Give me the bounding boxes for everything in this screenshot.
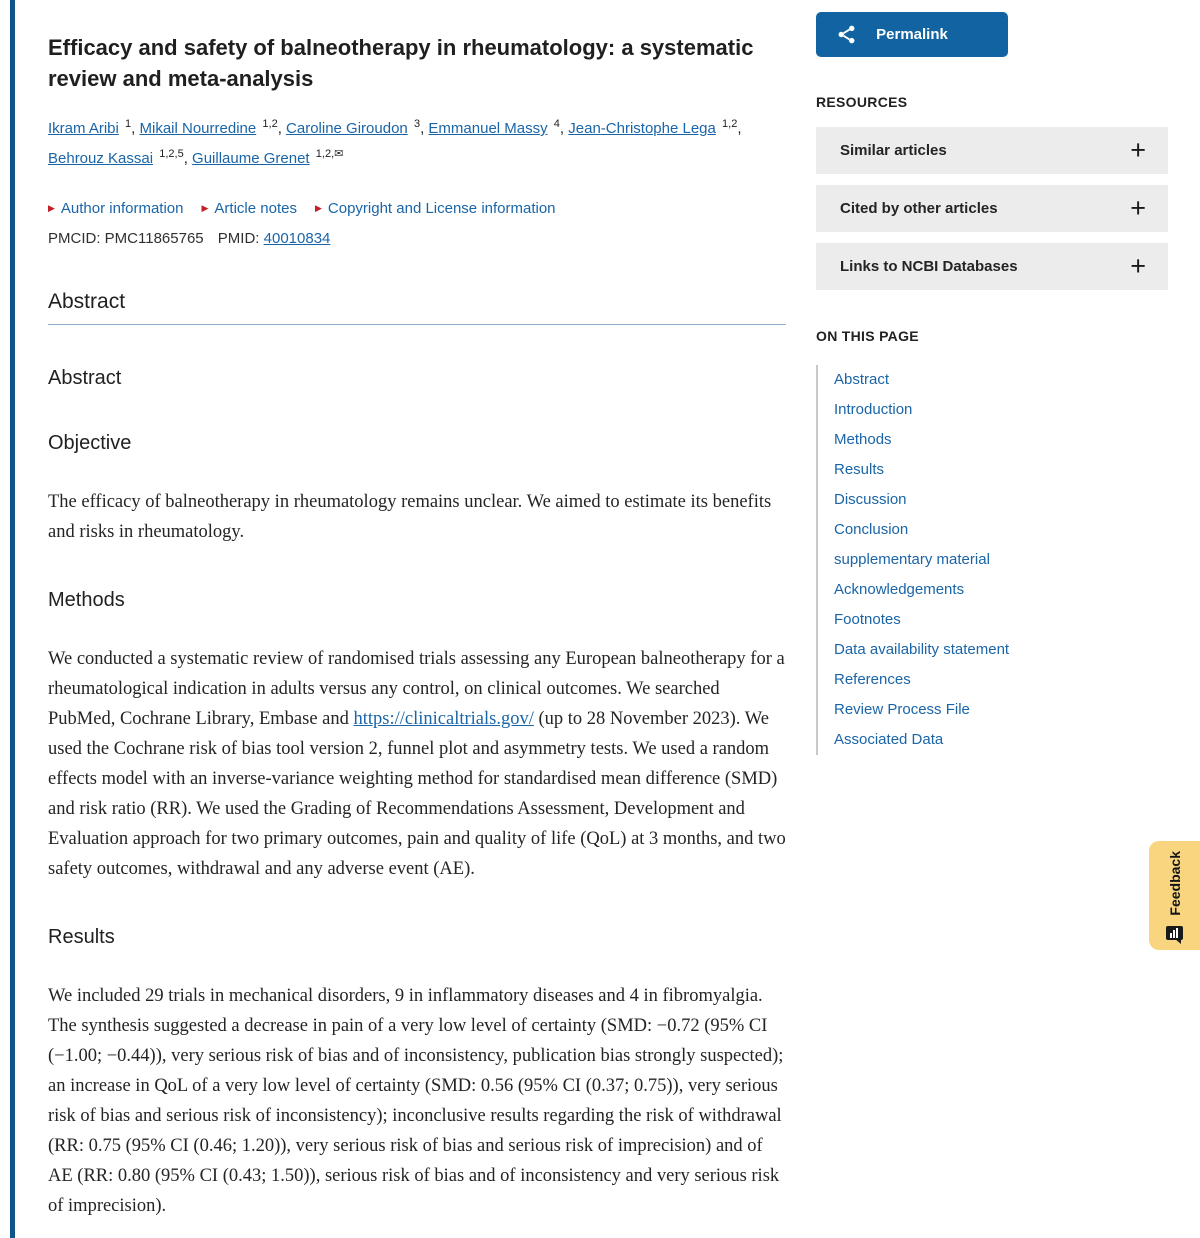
author-link[interactable]: Emmanuel Massy — [428, 120, 548, 137]
methods-paragraph — [48, 644, 786, 884]
nav-item — [834, 425, 1168, 455]
objective-heading: Objective — [48, 432, 132, 454]
nav-link-supplementary-material[interactable]: supplementary material — [834, 551, 990, 568]
author-link[interactable]: Behrouz Kassai — [48, 150, 154, 167]
methods-text-after-link: (up to 28 November 2023). We used the Cochrane risk of bias tool version 2, funnel plot and asymmetry tests. We used a random effects model with an inverse-variance weighting method for standardised mean difference (SMD) and risk ratio (RR). We used the Grading of Recommendations Assessment, Development and Evaluation approach for two primary outcomes, pain and quality of life (QoL) at 3 months, and two safety outcomes, withdrawal and any adverse event (AE). — [48, 709, 786, 879]
nav-link-introduction[interactable]: Introduction — [834, 401, 913, 418]
pmcid-text: PMCID: PMC11865765 — [48, 230, 204, 247]
author-affiliation-sup: 1 — [125, 118, 132, 130]
methods-text-before-link: We conducted a systematic review of randomised trials assessing any European balneotherapy for a rheumatological indication in adults versus any control, on clinical outcomes. We searched PubMed, Cochrane Library, Embase and — [48, 649, 785, 729]
nav-item — [834, 605, 1168, 635]
info-link-label: Article notes — [214, 200, 297, 217]
feedback-label: Feedback — [1166, 851, 1183, 916]
nav-link-references[interactable]: References — [834, 671, 911, 688]
nav-link-acknowledgements[interactable]: Acknowledgements — [834, 581, 965, 598]
nav-link-data-availability-statement[interactable]: Data availability statement — [834, 641, 1010, 658]
author-affiliation-sup: 1,2,✉ — [315, 148, 344, 160]
on-this-page-heading: ON THIS PAGE — [816, 328, 919, 344]
accordion-label: Cited by other articles — [840, 200, 998, 217]
pmid-label: PMID: — [217, 230, 260, 247]
abstract-sub-heading: Abstract — [48, 367, 122, 389]
accordion-cited-by-other-articles[interactable] — [816, 185, 1168, 232]
abstract-section-heading: Abstract — [48, 290, 786, 325]
results-paragraph: We included 29 trials in mechanical disorders, 9 in inflammatory diseases and 4 in fibromyalgia. The synthesis suggested a decrease in pain of a very low level of certainty (SMD: −0.72 (95% CI (−1.00; −0.44)), very serious risk of bias and of inconsistency, publication bias strongly suspected); an increase in QoL of a very low level of certainty (SMD: 0.56 (95% CI (0.37; 0.75)), very serious risk of bias and serious risk of inconsistency); inconclusive results regarding the risk of withdrawal (RR: 0.75 (95% CI (0.46; 1.20)), very serious risk of bias and serious risk of imprecision) and of AE (RR: 0.80 (95% CI (0.43; 1.50)), serious risk of bias and of inconsistency and very serious risk of imprecision). — [48, 986, 784, 1216]
author — [192, 150, 343, 167]
author-list — [48, 114, 786, 174]
author-affiliation-sup: 1,2 — [262, 118, 278, 130]
nav-link-methods[interactable]: Methods — [834, 431, 892, 448]
on-this-page-nav — [816, 365, 1168, 755]
triangle-marker-icon: ▶ — [314, 203, 322, 213]
nav-item — [834, 635, 1168, 665]
article-title: Efficacy and safety of balneotherapy in rheumatology: a systematic review and meta-analysis — [48, 35, 754, 91]
accordion-links-to-ncbi-databases[interactable] — [816, 243, 1168, 290]
author-affiliation-sup: 1,2,5 — [159, 148, 184, 160]
nav-item — [834, 665, 1168, 695]
nav-item — [834, 695, 1168, 725]
nav-item — [834, 455, 1168, 485]
info-link-label: Author information — [60, 200, 184, 217]
author: Mikail Nourredine $^{1,2}$, — [139, 118, 287, 137]
plus-icon[interactable]: + — [1130, 193, 1146, 223]
author: Jean-Christophe Lega $^{1,2}$, — [568, 118, 742, 137]
author: Caroline Giroudon $^3$, — [286, 118, 429, 137]
article-main-column — [48, 0, 786, 1221]
nav-link-results[interactable]: Results — [834, 461, 885, 478]
info-link-copyright-and-license-information[interactable] — [315, 200, 556, 217]
author: Emmanuel Massy $^4$, — [428, 118, 569, 137]
author-link[interactable]: Guillaume Grenet — [192, 150, 310, 167]
permalink-button[interactable] — [816, 12, 1008, 57]
sidebar — [816, 0, 1168, 771]
article-ids — [48, 230, 786, 247]
author-affiliation-sup: 4 — [553, 118, 560, 130]
info-link-author-information[interactable] — [48, 200, 184, 217]
page-accent-bar — [10, 0, 15, 1238]
author: Ikram Aribi $^1$, — [48, 118, 140, 137]
author-affiliation-sup: 3 — [413, 118, 421, 130]
author-link[interactable]: Ikram Aribi — [48, 120, 119, 137]
plus-icon[interactable]: + — [1130, 251, 1146, 281]
nav-item — [834, 485, 1168, 515]
author-link[interactable]: Caroline Giroudon — [286, 120, 408, 137]
author-link[interactable]: Jean-Christophe Lega — [568, 120, 716, 137]
info-link-article-notes[interactable] — [202, 200, 297, 217]
methods-heading: Methods — [48, 589, 125, 611]
triangle-marker-icon: ▶ — [48, 203, 55, 213]
permalink-label: Permalink — [876, 26, 948, 43]
nav-item — [834, 545, 1168, 575]
nav-link-associated-data[interactable]: Associated Data — [834, 731, 944, 748]
clinicaltrials-link[interactable]: https://clinicaltrials.gov/ — [353, 709, 534, 729]
author: Behrouz Kassai $^{1,2,5}$, — [48, 148, 193, 167]
info-link-label: Copyright and License information — [327, 200, 556, 217]
nav-item — [834, 515, 1168, 545]
author-affiliation-sup: 1,2 — [722, 118, 738, 130]
triangle-marker-icon: ▶ — [201, 203, 209, 213]
feedback-comment-icon — [1166, 926, 1183, 940]
resources-heading: RESOURCES — [816, 94, 908, 110]
feedback-tab[interactable] — [1149, 841, 1200, 950]
pmid-link[interactable]: 40010834 — [263, 230, 331, 247]
plus-icon[interactable]: + — [1130, 135, 1146, 165]
nav-item — [834, 395, 1168, 425]
nav-link-discussion[interactable]: Discussion — [834, 491, 907, 508]
accordion-similar-articles[interactable] — [816, 127, 1168, 174]
results-heading: Results — [48, 926, 115, 948]
nav-item — [834, 575, 1168, 605]
nav-link-conclusion[interactable]: Conclusion — [834, 521, 909, 538]
author-link[interactable]: Mikail Nourredine — [139, 120, 257, 137]
nav-link-footnotes[interactable]: Footnotes — [834, 611, 901, 628]
article-info-links — [48, 200, 786, 217]
nav-link-abstract[interactable]: Abstract — [834, 371, 890, 388]
accordion-label: Links to NCBI Databases — [840, 258, 1018, 275]
nav-link-review-process-file[interactable]: Review Process File — [834, 701, 970, 718]
resources-accordion — [816, 127, 1168, 290]
objective-paragraph: The efficacy of balneotherapy in rheumatology remains unclear. We aimed to estimate its benefits and risks in rheumatology. — [48, 492, 772, 542]
nav-item — [834, 725, 1168, 755]
share-icon — [836, 24, 857, 49]
nav-item — [834, 365, 1168, 395]
accordion-label: Similar articles — [840, 142, 947, 159]
